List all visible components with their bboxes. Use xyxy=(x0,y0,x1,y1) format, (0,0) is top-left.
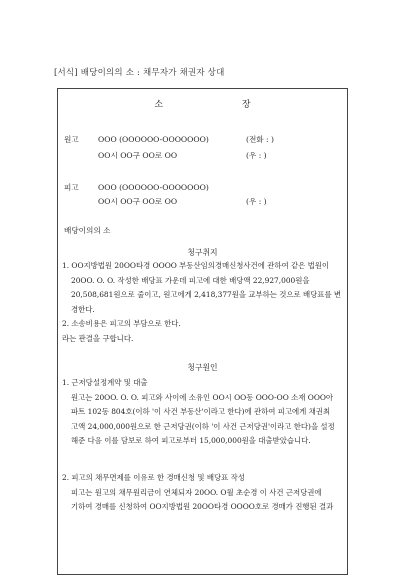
defendant-name-id: OOO (OOOOOO-OOOOOOO) xyxy=(98,183,209,192)
cause-line: 원고는 20OO. O. O. 피고와 사이에 소유인 OO시 OO동 OOO-OO 소재 OOO아 xyxy=(71,392,334,402)
cause-section-2 xyxy=(62,471,333,515)
cause-section-1 xyxy=(62,376,335,449)
claim-line: 라는 판결을 구합니다. xyxy=(62,333,134,343)
cause-line: 고액 24,000,000원으로 한 근저당권(이하 '이 사건 근저당권'이라고 한다)을 설정 xyxy=(71,421,335,431)
cause-line: 피고는 원고의 채무원리금이 연체되자 20OO. O월 초순경 이 사건 근저당권에 xyxy=(71,487,322,497)
plaintiff-label: 원고 xyxy=(64,135,79,144)
plaintiff-name-id: OOO (OOOOOO-OOOOOOO) xyxy=(98,135,209,144)
plaintiff-phone: (전화 : ) xyxy=(246,135,274,144)
defendant-label: 피고 xyxy=(64,183,79,192)
claim-line: 20,508,681원으로 줄이고, 원고에게 2,418,377원을 교부하는 것으로 배당표를 변 xyxy=(71,290,342,299)
document-title: 소 장 xyxy=(154,100,289,110)
claim-line: 1. OO지방법원 20OO타경 OOOO 부동산임의경매신청사건에 관하여 같은 법원이 xyxy=(62,261,329,270)
claim-heading: 청구취지 xyxy=(187,248,218,257)
form-caption: [서식] 배당이의의 소 : 채무자가 채권자 상대 xyxy=(54,68,225,78)
claim-line: 2. 소송비용은 피고의 부담으로 한다. xyxy=(62,319,181,328)
plaintiff-zip: (우 : ) xyxy=(246,151,267,160)
defendant-zip: (우 : ) xyxy=(246,197,267,206)
cause-line: 해준 다음 이를 담보로 하여 피고로부터 15,000,000원을 대출받았습니다. xyxy=(71,436,311,445)
claim-paragraph xyxy=(62,259,341,346)
cause-line: 기하여 경매를 신청하여 OO지방법원 20OO타경 OOOO호로 경매가 진행된 결과 xyxy=(71,502,334,511)
cause-line: 1. 근저당설정계약 및 대출 xyxy=(62,378,148,387)
cause-line: 파트 102동 804호(이하 '이 사건 부동산'이라고 한다)에 관하여 피고에게 채권최 xyxy=(71,407,331,416)
defendant-address: OO시 OO구 OO로 OO xyxy=(98,197,178,206)
case-name: 배당이의의 소 xyxy=(64,226,111,235)
claim-line: 20OO. O. O. 작성한 배당표 가운데 피고에 대한 배당액 22,927,000원을 xyxy=(71,275,310,285)
claim-line: 경한다. xyxy=(71,304,95,314)
cause-heading: 청구원인 xyxy=(187,363,218,372)
cause-line: 2. 피고의 채무면제를 이유로 한 경매신청 및 배당표 작성 xyxy=(62,473,245,482)
plaintiff-address: OO시 OO구 OO로 OO xyxy=(98,151,178,160)
